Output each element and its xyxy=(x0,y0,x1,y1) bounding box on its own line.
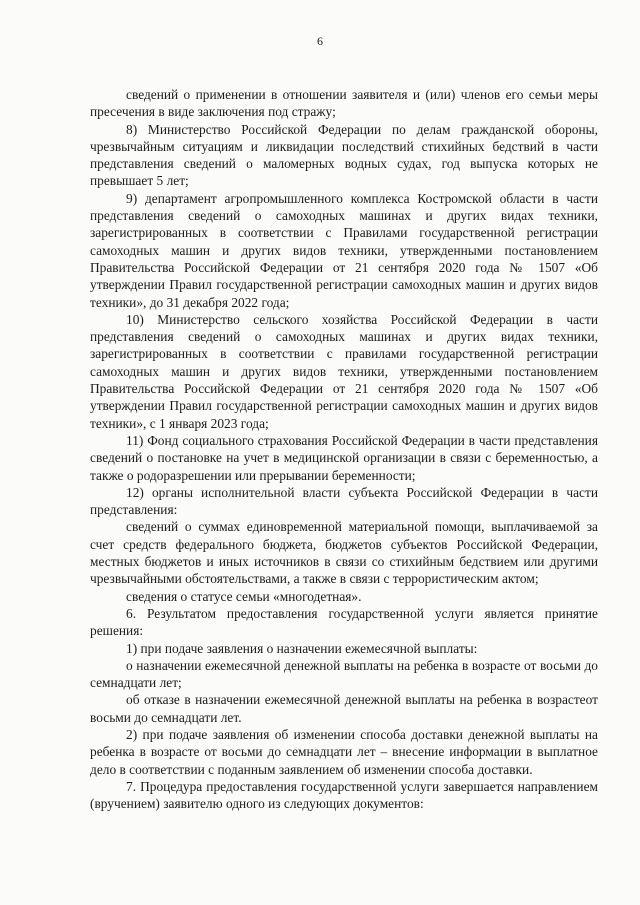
paragraph: 10) Министерство сельского хозяйства Российской Федерации в части представления сведений о самоходных машинах и других видах техники, зарегистрированных в соответствии с правилами государственной регистрации самоходных машин и других видов техники, утвержденными постановлением Правительства Российской Федерации от 21 сентября 2020 года № 1507 «Об утверждении Правил государственной регистрации самоходных машин и других видов техники», с 1 января 2023 года; xyxy=(90,311,598,431)
paragraph: 2) при подаче заявления об изменении способа доставки денежной выплаты на ребенка в возрасте от восьми до семнадцати лет – внесение информации в выплатное дело в соответствии с поданным заявлением об изменении способа доставки. xyxy=(90,726,598,777)
paragraph: 6. Результатом предоставления государственной услуги является принятие решения: xyxy=(90,605,598,639)
paragraph: 12) органы исполнительной власти субъекта Российской Федерации в части представления: xyxy=(90,484,598,518)
paragraph: 7. Процедура предоставления государственной услуги завершается направлением (вручением) заявителю одного из следующих документов: xyxy=(90,778,598,812)
paragraph: 1) при подаче заявления о назначении ежемесячной выплаты: xyxy=(126,640,478,656)
paragraph: о назначении ежемесячной денежной выплаты на ребенка в возрасте от восьми до семнадцати лет; xyxy=(90,657,598,691)
page-number: 6 xyxy=(317,34,323,48)
paragraph: 9) департамент агропромышленного комплекса Костромской области в части представления сведений о самоходных машинах и других видах техники, зарегистрированных в соответствии с Правилами государственной регистрации самоходных машин и других видов техники, утвержденными постановлением Правительства Российской Федерации от 21 сентября 2020 года № 1507 «Об утверждении Правил государственной регистрации самоходных машин и других видов техники», до 31 декабря 2022 года; xyxy=(90,190,598,310)
paragraph: 11) Фонд социального страхования Российской Федерации в части представления сведений о постановке на учет в медицинской организации в связи с беременностью, а также о родоразрешении или прерывании беременности; xyxy=(90,432,598,483)
document-body xyxy=(90,86,598,812)
paragraph: сведений о применении в отношении заявителя и (или) членов его семьи меры пресечения в виде заключения под стражу; xyxy=(90,87,598,120)
paragraph: сведений о суммах единовременной материальной помощи, выплачиваемой за счет средств федерального бюджета, бюджетов субъектов Российской Федерации, местных бюджетов и иных источников в связи со стихийным бедствием или другими чрезвычайными обстоятельствами, а также в связи с террористическим актом; xyxy=(90,519,598,587)
paragraph: сведения о статусе семьи «многодетная». xyxy=(126,588,362,604)
paragraph: об отказе в назначении ежемесячной денежной выплаты на ребенка в возрастеот восьми до семнадцати лет. xyxy=(90,692,598,725)
paragraph: 8) Министерство Российской Федерации по делам гражданской обороны, чрезвычайным ситуациям и ликвидации последствий стихийных бедствий в части представления сведений о маломерных водных судах, год выпуска которых не превышает 5 лет; xyxy=(90,121,598,189)
